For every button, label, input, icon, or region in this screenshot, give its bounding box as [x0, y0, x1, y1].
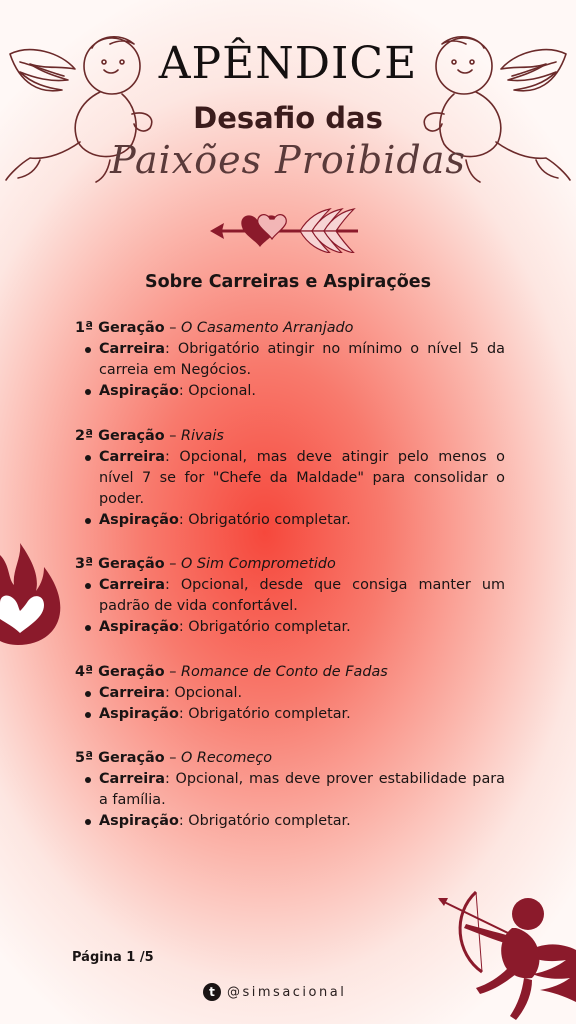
list-item: Carreira: Obrigatório atingir no mínimo o nível 5 da carreia em Negócios.: [81, 339, 505, 381]
cupid-archer-icon: [436, 884, 576, 1024]
generation-title: 2ª Geração – Rivais: [75, 428, 224, 444]
list-item: Carreira: Opcional, desde que consiga manter um padrão de vida confortável.: [81, 575, 505, 617]
generation-block: [73, 554, 505, 638]
handle-text: @simsacional: [227, 984, 347, 1000]
generation-title: 4ª Geração – Romance de Conto de Fadas: [75, 664, 388, 680]
generation-title: 5ª Geração – O Recomeço: [75, 750, 273, 766]
page-number: Página 1 /5: [72, 950, 154, 965]
social-handle[interactable]: [203, 983, 346, 1001]
list-item: Aspiração: Obrigatório completar.: [81, 811, 505, 832]
list-item: Aspiração: Obrigatório completar.: [81, 510, 505, 531]
generation-title: 3ª Geração – O Sim Comprometido: [75, 556, 336, 572]
page-title: APÊNDICE: [158, 38, 418, 89]
generation-block: [73, 318, 505, 402]
heart-arrow-icon: [208, 203, 368, 253]
generation-title: 1ª Geração – O Casamento Arranjado: [75, 320, 354, 336]
generation-block: [73, 426, 505, 531]
list-item: Aspiração: Obrigatório completar.: [81, 704, 505, 725]
generation-block: [73, 748, 505, 832]
flaming-heart-icon: [0, 535, 64, 647]
list-item: Carreira: Opcional, mas deve atingir pelo menos o nível 7 se for "Chefe da Maldade" para consolidar o poder.: [81, 447, 505, 510]
section-heading: Sobre Carreiras e Aspirações: [144, 272, 432, 292]
generation-block: [73, 662, 505, 725]
page-subtitle-script: Paixões Proibidas: [110, 138, 466, 182]
page-subtitle: Desafio das: [193, 101, 383, 135]
list-item: Aspiração: Obrigatório completar.: [81, 617, 505, 638]
tumblr-icon: t: [203, 983, 221, 1001]
list-item: Carreira: Opcional.: [81, 683, 505, 704]
list-item: Aspiração: Opcional.: [81, 381, 505, 402]
list-item: Carreira: Opcional, mas deve prover estabilidade para a família.: [81, 769, 505, 811]
